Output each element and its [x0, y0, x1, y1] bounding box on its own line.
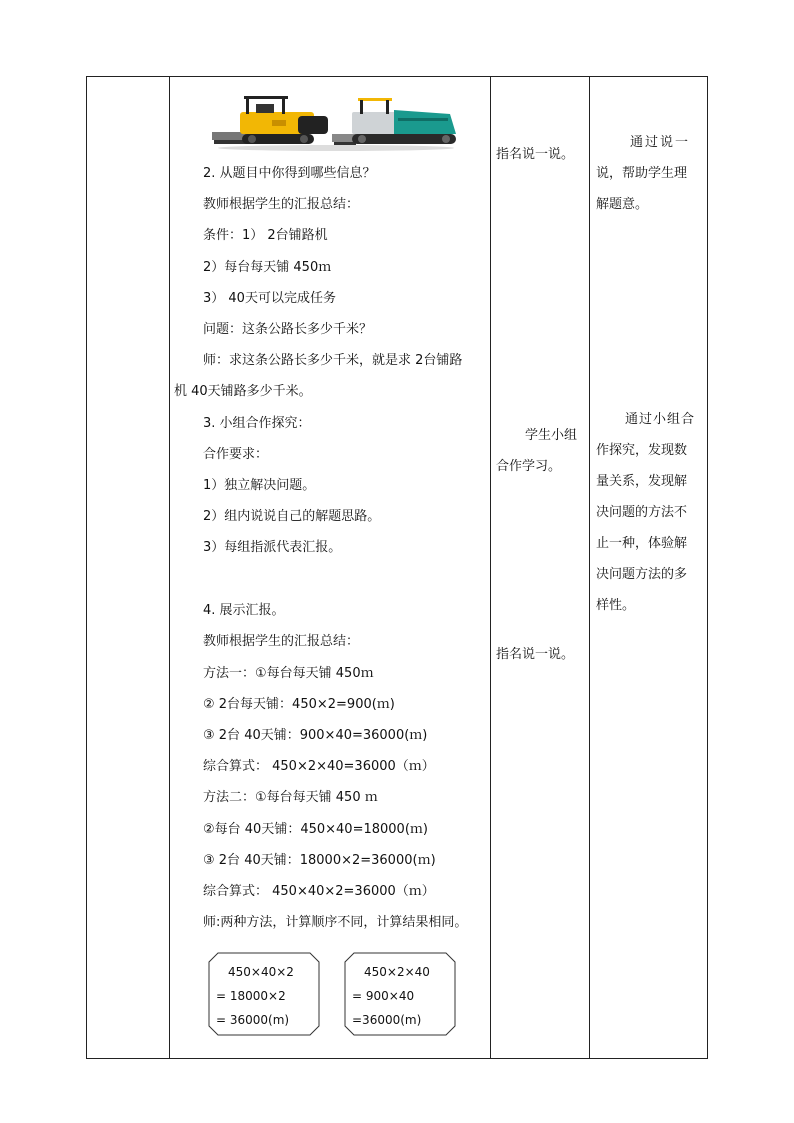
- content-line: 问题：这条公路长多少千米？: [203, 322, 373, 337]
- content-line: 教师根据学生的汇报总结：: [203, 634, 360, 649]
- student-activity: 学生小组: [525, 428, 578, 443]
- column-divider: [490, 77, 491, 1058]
- student-activity: 指名说一说。: [496, 647, 575, 662]
- content-line: 3） 40天可以完成任务: [203, 291, 336, 306]
- calc-line: =36000(m): [352, 1013, 422, 1027]
- content-line: 综合算式： 450×40×2=36000（ｍ）: [203, 884, 435, 899]
- content-line: ② 2台每天铺：450×2=900(ｍ): [203, 697, 395, 712]
- design-intent: 样性。: [596, 598, 636, 613]
- content-line: ②每台 40天铺：450×40=18000(ｍ): [203, 822, 428, 837]
- design-intent: 通过说一: [630, 135, 691, 150]
- design-intent: 决问题方法的多: [596, 567, 688, 582]
- calc-box: [208, 952, 320, 1036]
- design-intent: 说，帮助学生理: [596, 166, 688, 181]
- content-line: 方法二：①每台每天铺 450 ｍ: [203, 790, 378, 805]
- content-line: 3. 小组合作探究：: [203, 416, 311, 431]
- student-activity: 合作学习。: [496, 459, 562, 474]
- content-line: 方法一：①每台每天铺 450ｍ: [203, 666, 374, 681]
- content-line: 2）组内说说自己的解题思路。: [203, 509, 381, 524]
- calc-line: = 900×40: [352, 989, 415, 1003]
- design-intent: 作探究，发现数: [596, 443, 688, 458]
- content-line: 2. 从题目中你得到哪些信息？: [203, 166, 376, 181]
- design-intent: 量关系，发现解: [596, 474, 688, 489]
- content-line: 师：求这条公路长多少千米，就是求 2台铺路: [203, 353, 463, 368]
- content-line: 综合算式： 450×2×40=36000（ｍ）: [203, 759, 435, 774]
- calc-box: [344, 952, 456, 1036]
- content-line: 3）每组指派代表汇报。: [203, 540, 342, 555]
- content-line: 条件：1） 2台铺路机: [203, 228, 328, 243]
- content-line: ③ 2台 40天铺：900×40=36000(ｍ): [203, 728, 428, 743]
- column-divider: [169, 77, 170, 1058]
- content-line: 师:两种方法，计算顺序不同，计算结果相同。: [203, 915, 468, 930]
- content-line: 教师根据学生的汇报总结：: [203, 197, 360, 212]
- calc-line: = 36000(m): [216, 1013, 290, 1027]
- yellow-paver-icon: [212, 96, 328, 144]
- calc-line: = 18000×2: [216, 989, 286, 1003]
- design-intent: 通过小组合: [625, 412, 696, 427]
- column-divider: [589, 77, 590, 1058]
- content-line: 1）独立解决问题。: [203, 478, 316, 493]
- design-intent: 解题意。: [596, 197, 649, 212]
- design-intent: 止一种，体验解: [596, 536, 688, 551]
- paver-machines-image: [212, 90, 460, 152]
- content-line: 2）每台每天铺 450ｍ: [203, 260, 332, 275]
- content-line: 合作要求：: [203, 447, 269, 462]
- content-line: ③ 2台 40天铺：18000×2=36000(ｍ): [203, 853, 436, 868]
- design-intent: 决问题的方法不: [596, 505, 688, 520]
- student-activity: 指名说一说。: [496, 147, 575, 162]
- teal-paver-icon: [332, 98, 456, 145]
- content-line: 4. 展示汇报。: [203, 603, 285, 618]
- calc-line: 450×40×2: [228, 965, 294, 979]
- content-line: 机 40天铺路多少千米。: [174, 384, 312, 399]
- calc-line: 450×2×40: [364, 965, 430, 979]
